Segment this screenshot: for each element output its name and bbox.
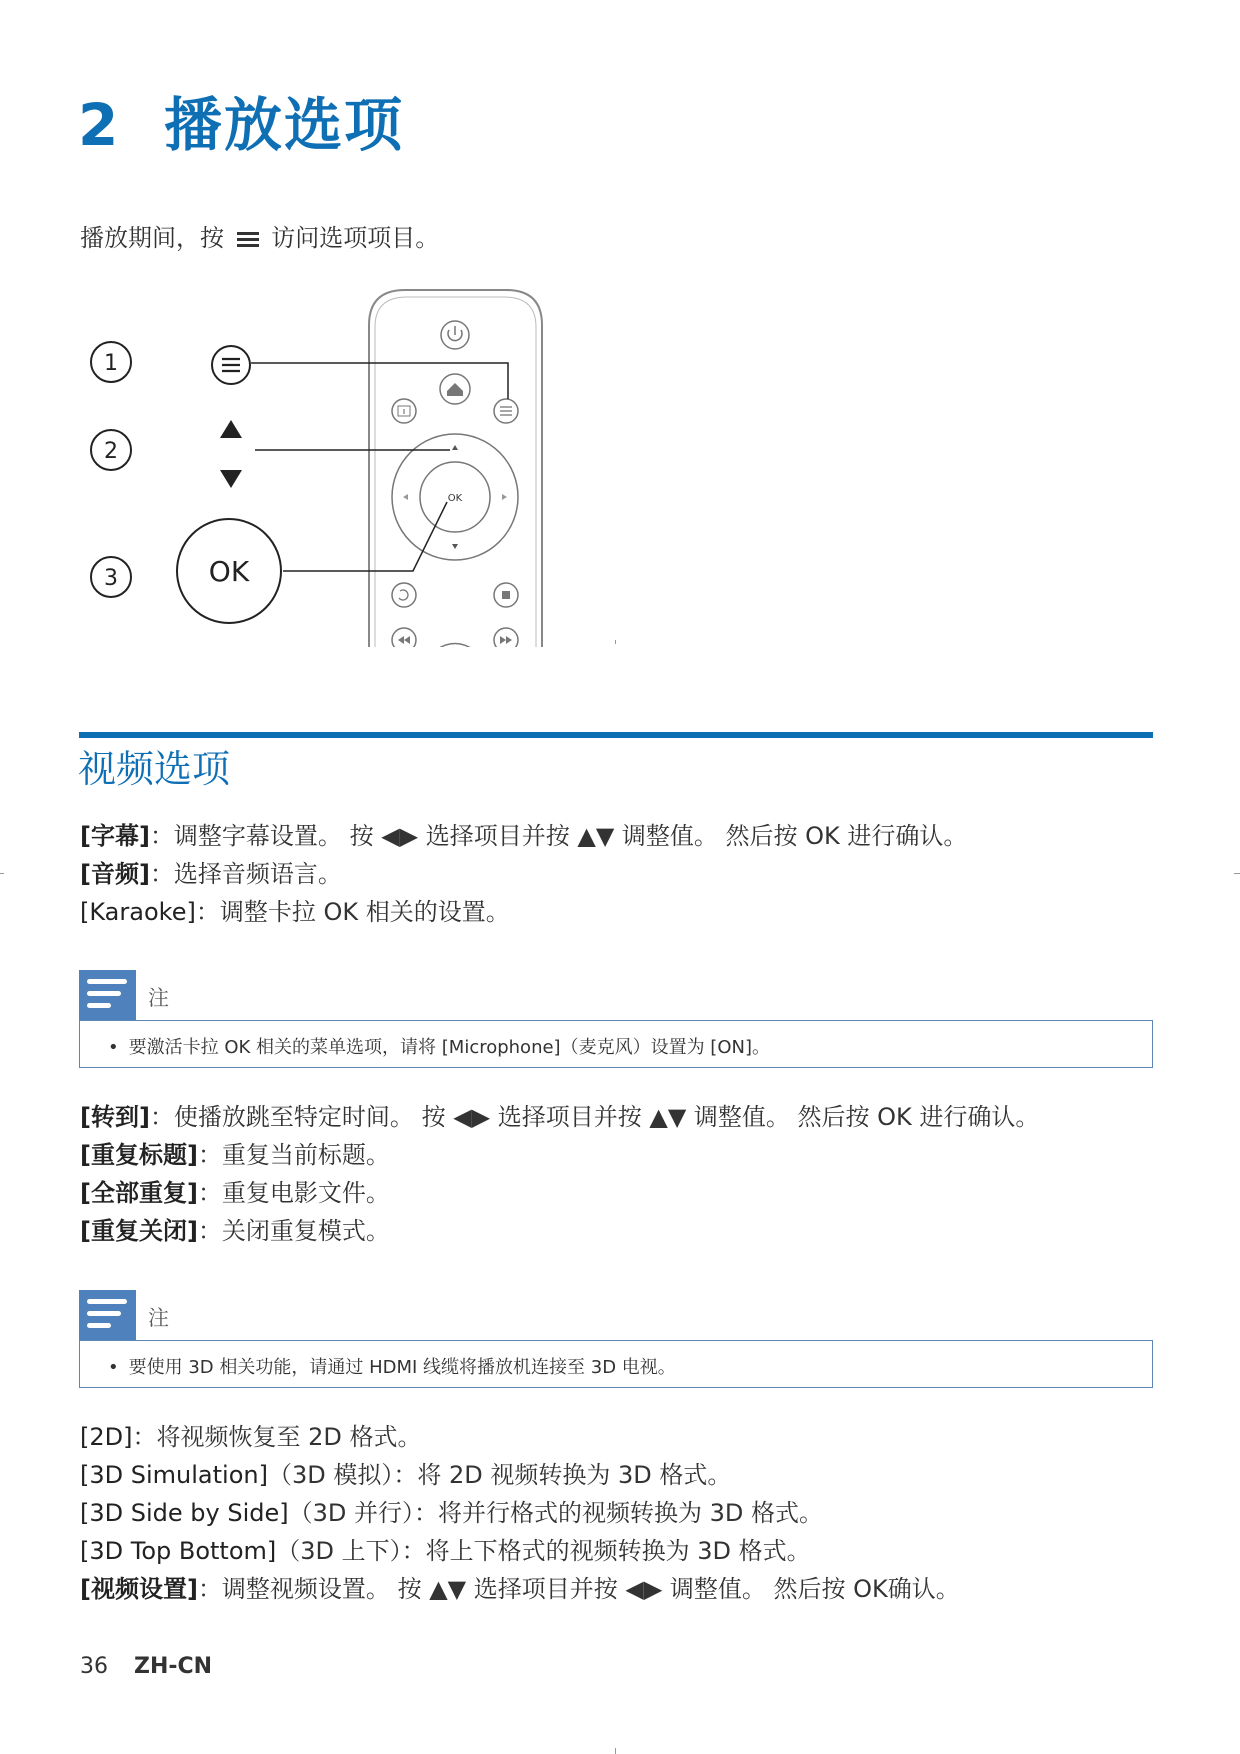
item-video-settings: [视频设置]：调整视频设置。 按 ▲▼ 选择项目并按 ◀▶ 调整值。 然后按 OK确认。 <box>80 1575 960 1603</box>
info-icon <box>392 399 416 423</box>
back-icon <box>392 583 416 607</box>
callout-1 <box>91 342 131 382</box>
callout-2 <box>91 430 131 470</box>
section-heading: 视频选项 <box>78 747 231 791</box>
item-2d: [2D]：将视频恢复至 2D 格式。 <box>80 1423 422 1451</box>
ok-button-icon <box>177 519 281 623</box>
callout-3 <box>91 557 131 597</box>
svg-text:1: 1 <box>104 351 118 376</box>
intro-after: 访问选项项目。 <box>271 224 440 252</box>
item-3d-simulation: [3D Simulation]（3D 模拟）：将 2D 视频转换为 3D 格式。 <box>80 1461 732 1489</box>
language-code: ZH-CN <box>134 1654 213 1679</box>
item-3d-top-bottom: [3D Top Bottom]（3D 上下）：将上下格式的视频转换为 3D 格式。 <box>80 1537 811 1565</box>
crop-mark <box>615 1748 616 1754</box>
svg-text:2: 2 <box>104 439 118 464</box>
menu-icon <box>236 229 260 249</box>
note-title: 注 <box>148 1306 169 1330</box>
item-repeat-all: [全部重复]：重复电影文件。 <box>80 1179 390 1207</box>
chapter-number: 2 <box>78 91 121 159</box>
item-audio: [音频]：选择音频语言。 <box>80 860 342 888</box>
crop-mark <box>0 873 4 874</box>
crop-mark <box>615 640 616 644</box>
section-rule <box>79 732 1153 738</box>
home-icon <box>440 374 470 404</box>
item-repeat-off: [重复关闭]：关闭重复模式。 <box>80 1217 390 1245</box>
note-icon <box>79 1290 136 1340</box>
remote-ok-label: OK <box>447 493 463 504</box>
stop-icon <box>494 583 518 607</box>
item-karaoke: [Karaoke]：调整卡拉 OK 相关的设置。 <box>80 898 510 926</box>
note-title: 注 <box>148 986 169 1010</box>
down-arrow-icon <box>220 470 242 488</box>
chapter-heading <box>78 78 404 162</box>
note-text: • 要使用 3D 相关功能，请通过 HDMI 线缆将播放机连接至 3D 电视。 <box>108 1357 676 1378</box>
item-goto: [转到]：使播放跳至特定时间。 按 ◀▶ 选择项目并按 ▲▼ 调整值。 然后按 OK 进行确认。 <box>80 1103 1040 1131</box>
chapter-title: 播放选项 <box>164 91 405 159</box>
up-arrow-icon <box>220 420 242 438</box>
navigation-pad <box>392 434 518 560</box>
remote-options-icon <box>494 399 518 423</box>
item-repeat-title: [重复标题]：重复当前标题。 <box>80 1141 390 1169</box>
item-subtitle: [字幕]：调整字幕设置。 按 ◀▶ 选择项目并按 ▲▼ 调整值。 然后按 OK 进行确认。 <box>80 822 968 850</box>
svg-text:3: 3 <box>104 566 118 591</box>
note-icon <box>79 970 136 1020</box>
crop-mark <box>1234 873 1240 874</box>
svg-text:OK: OK <box>208 555 250 588</box>
page-number: 36 <box>80 1654 108 1679</box>
note-text: • 要激活卡拉 OK 相关的菜单选项，请将 [Microphone]（麦克风）设置为 [ON]。 <box>108 1037 770 1058</box>
intro-line <box>80 218 439 253</box>
intro-before: 播放期间，按 <box>80 224 224 252</box>
options-button-icon <box>212 346 250 384</box>
note-box <box>79 1020 1153 1068</box>
power-icon <box>441 321 469 349</box>
item-3d-side-by-side: [3D Side by Side]（3D 并行）：将并行格式的视频转换为 3D 格式。 <box>80 1499 823 1527</box>
note-box <box>79 1340 1153 1388</box>
remote-diagram <box>80 285 560 655</box>
page-footer <box>80 1654 212 1679</box>
